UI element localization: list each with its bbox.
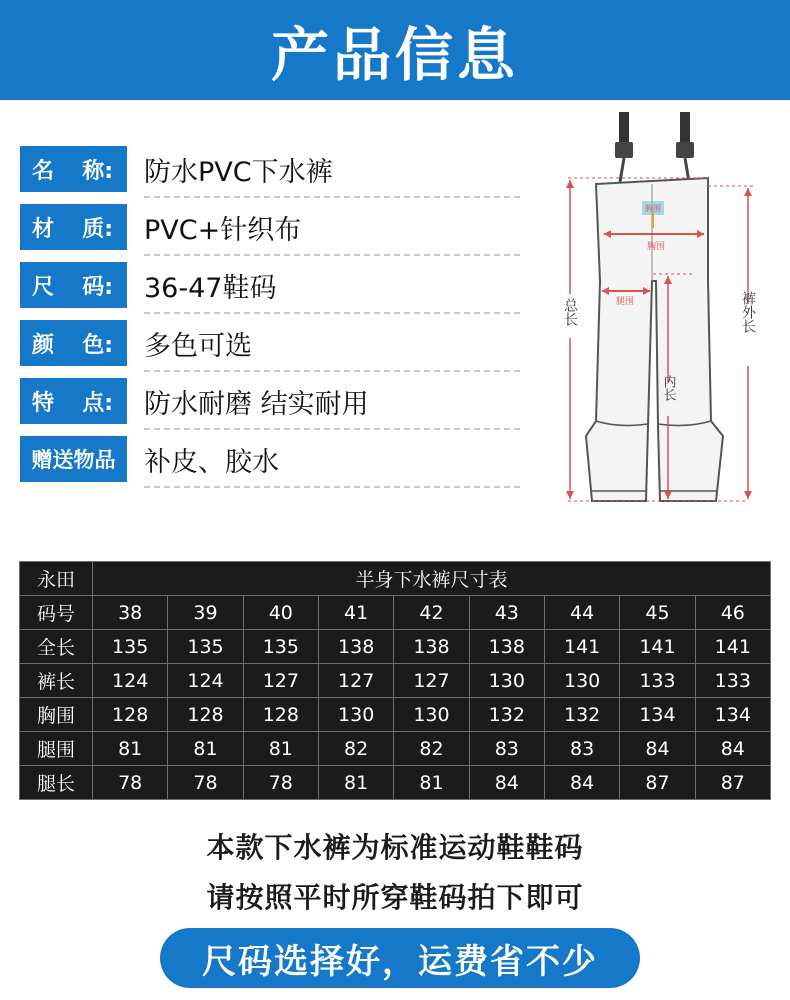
- table-cell: 81: [93, 732, 168, 766]
- table-row: [20, 766, 771, 800]
- table-cell: 41: [318, 596, 393, 630]
- table-cell: 141: [695, 630, 770, 664]
- spec-label: [20, 378, 127, 424]
- table-cell: 84: [544, 766, 619, 800]
- table-cell: 40: [243, 596, 318, 630]
- spec-row-feature: [20, 378, 520, 424]
- spec-value: 36-47鞋码: [144, 273, 277, 304]
- table-cell: 135: [168, 630, 243, 664]
- label-waist-width: 胸围: [647, 242, 666, 252]
- table-cell: 127: [243, 664, 318, 698]
- table-cell: 84: [620, 732, 695, 766]
- spec-label: [20, 320, 127, 366]
- row-header: 腿围: [20, 732, 93, 766]
- spec-row-gift: [20, 436, 520, 482]
- table-cell: 84: [695, 732, 770, 766]
- table-row: [20, 664, 771, 698]
- dashed-divider: [144, 196, 520, 198]
- spec-label-char: 称:: [82, 158, 113, 184]
- table-title: 半身下水裤尺寸表: [93, 562, 771, 596]
- spec-label-char: 点:: [82, 390, 113, 416]
- table-cell: 78: [168, 766, 243, 800]
- size-chart-table: [19, 561, 771, 800]
- table-cell: 81: [243, 732, 318, 766]
- size-reminder-banner: 尺码选择好，运费省不少: [160, 928, 640, 988]
- row-header: 腿长: [20, 766, 93, 800]
- spec-value: 补皮、胶水: [144, 447, 279, 478]
- table-cell: 134: [620, 698, 695, 732]
- table-cell: 127: [318, 664, 393, 698]
- table-row: [20, 698, 771, 732]
- table-cell: 141: [620, 630, 695, 664]
- wader-size-diagram: [548, 106, 778, 516]
- label-total-length: 总长: [562, 298, 578, 326]
- table-cell: 141: [544, 630, 619, 664]
- table-cell: 130: [544, 664, 619, 698]
- table-cell: 82: [394, 732, 469, 766]
- table-cell: 78: [243, 766, 318, 800]
- table-cell: 81: [394, 766, 469, 800]
- spec-label-char: 颜: [32, 332, 55, 358]
- spec-row-size: [20, 262, 520, 308]
- outer-length-measure: [739, 188, 757, 499]
- table-cell: 133: [620, 664, 695, 698]
- label-outer-length: 裤外长: [740, 291, 756, 333]
- table-cell: 127: [394, 664, 469, 698]
- table-cell: 81: [168, 732, 243, 766]
- table-cell: 132: [544, 698, 619, 732]
- spec-row-color: [20, 320, 520, 366]
- table-cell: 46: [695, 596, 770, 630]
- spec-label-char: 材: [32, 216, 55, 242]
- dashed-divider: [144, 254, 520, 256]
- spec-label: [20, 262, 127, 308]
- wader-outline: [586, 178, 723, 501]
- table-cell: 124: [168, 664, 243, 698]
- spec-label-char: 特: [32, 390, 55, 416]
- spec-value: 防水PVC下水裤: [144, 157, 333, 188]
- spec-label-char: 码:: [82, 274, 113, 300]
- label-chest-width: 胸围: [645, 204, 661, 213]
- spec-label-char: 色:: [82, 332, 113, 358]
- table-cell: 138: [318, 630, 393, 664]
- table-row: [20, 732, 771, 766]
- table-cell: 130: [318, 698, 393, 732]
- table-cell: 138: [469, 630, 544, 664]
- table-cell: 130: [469, 664, 544, 698]
- table-cell: 135: [243, 630, 318, 664]
- table-header-row: [20, 562, 771, 596]
- spec-value: PVC+针织布: [144, 215, 302, 246]
- spec-row-material: [20, 204, 520, 250]
- row-header: 码号: [20, 596, 93, 630]
- page-header: [0, 0, 790, 100]
- table-cell: 133: [695, 664, 770, 698]
- brand-cell: 永田: [20, 562, 93, 596]
- spec-label: [20, 146, 127, 192]
- table-cell: 87: [620, 766, 695, 800]
- table-cell: 128: [243, 698, 318, 732]
- dashed-divider: [144, 370, 520, 372]
- dashed-divider: [144, 486, 520, 488]
- label-thigh: 腿围: [616, 297, 635, 307]
- size-row: [20, 596, 771, 630]
- spec-label: [20, 204, 127, 250]
- row-header: 全长: [20, 630, 93, 664]
- table-cell: 44: [544, 596, 619, 630]
- spec-label: [20, 436, 127, 482]
- label-inseam: 内长: [660, 375, 676, 401]
- table-cell: 84: [469, 766, 544, 800]
- table-cell: 87: [695, 766, 770, 800]
- table-cell: 78: [93, 766, 168, 800]
- spec-value: 防水耐磨 结实耐用: [144, 389, 369, 420]
- table-cell: 43: [469, 596, 544, 630]
- dashed-divider: [144, 428, 520, 430]
- page-title: 产品信息: [270, 21, 519, 89]
- table-cell: 42: [394, 596, 469, 630]
- table-cell: 132: [469, 698, 544, 732]
- spec-value: 多色可选: [144, 331, 252, 362]
- spec-label-char: 质:: [82, 216, 113, 242]
- table-cell: 38: [93, 596, 168, 630]
- table-cell: 134: [695, 698, 770, 732]
- note-shoe-size: 本款下水裤为标准运动鞋鞋码: [206, 831, 584, 864]
- suspender-straps: [615, 112, 694, 182]
- row-header: 胸围: [20, 698, 93, 732]
- dashed-divider: [144, 312, 520, 314]
- spec-label-char: 名: [32, 158, 55, 184]
- table-cell: 39: [168, 596, 243, 630]
- spec-label-char: 尺: [32, 274, 55, 300]
- table-cell: 128: [168, 698, 243, 732]
- table-cell: 45: [620, 596, 695, 630]
- spec-row-name: [20, 146, 520, 192]
- table-cell: 135: [93, 630, 168, 664]
- table-cell: 124: [93, 664, 168, 698]
- table-cell: 82: [318, 732, 393, 766]
- table-row: [20, 630, 771, 664]
- spec-label-char: 赠送物品: [31, 448, 116, 472]
- spec-list: [20, 146, 520, 494]
- total-length-measure: [562, 180, 578, 499]
- table-cell: 83: [544, 732, 619, 766]
- table-cell: 83: [469, 732, 544, 766]
- table-cell: 128: [93, 698, 168, 732]
- table-cell: 138: [394, 630, 469, 664]
- row-header: 裤长: [20, 664, 93, 698]
- table-cell: 130: [394, 698, 469, 732]
- table-cell: 81: [318, 766, 393, 800]
- note-order-instruction: 请按照平时所穿鞋码拍下即可: [206, 881, 584, 914]
